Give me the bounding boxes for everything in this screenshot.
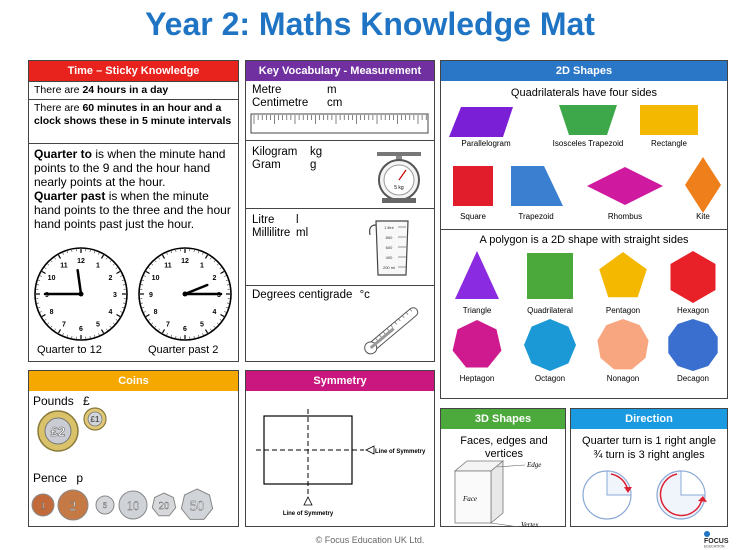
shape-label: Kite [696,212,710,221]
parallelogram-shape [449,107,513,137]
time-fact-minutes [29,99,238,143]
heptagon-shape [453,320,502,368]
clock-number: 7 [62,321,66,329]
turn-diagrams [571,465,727,527]
fact-text: There are [34,102,83,114]
vocab-unit: ml [296,227,309,239]
pence-label [33,471,83,485]
vocab-unit: kg [310,146,323,158]
pounds-label [33,394,90,408]
vocab-length [252,84,342,110]
clock-number: 3 [113,292,117,299]
clock-number: 4 [212,309,217,316]
shapes2d-panel [440,60,728,399]
clocks [29,246,238,346]
clock-number: 9 [149,292,153,299]
face-label: Face [463,495,477,503]
pentagon-shape [599,252,647,297]
pence-coin-1 [32,494,54,516]
clock-number: 12 [77,258,85,265]
shape-label: Square [460,212,486,221]
footer-copyright: © Focus Education UK Ltd. [315,535,425,545]
coins-panel [28,370,239,527]
shape-label: Quadrilateral [527,306,573,315]
poly-heading: A polygon is a 2D shape with straight sides [479,234,689,246]
logo-icon [702,530,736,548]
symmetry-label-bottom: Line of Symmetry [282,511,334,517]
edge-label: Edge [527,461,542,469]
symmetry-diagram [246,391,434,526]
time-panel [28,60,239,362]
shape-label: Rhombus [607,212,643,221]
shape-label: Pentagon [605,306,641,315]
isosceles-trapezoid-shape [559,105,617,135]
clock-number: 3 [217,292,221,299]
clock-number: 7 [166,321,170,329]
pounds-word: Pounds [33,394,74,408]
page-title: Year 2: Maths Knowledge Mat [145,6,595,42]
polygons [441,247,727,387]
shape-label: Decagon [676,374,710,383]
clock-left-label: Quarter to 12 [37,344,102,356]
clock-number: 5 [96,321,100,329]
pence-coin-10 [119,491,147,519]
time-header: Time – Sticky Knowledge [29,61,238,81]
clock-number: 6 [183,326,187,333]
shapes3d-header: 3D Shapes [441,409,565,429]
pence-symbol: p [76,471,84,485]
shape-label: Nonagon [606,374,640,383]
shape-label: Triangle [462,306,492,315]
clock-number: 9 [45,292,49,299]
clock-number: 10 [151,275,160,282]
pence-coin-value: 1 [40,500,46,512]
thermometer-icon [354,299,434,359]
shape-label: Octagon [534,374,566,383]
focus-logo [702,530,736,548]
pence-coin-2 [58,490,88,520]
quarter-past-text: is when the minute hand points to the three and the hour hand points past just the hour. [34,189,231,231]
vocab-temperature [252,289,370,301]
cube-diagram [441,457,565,527]
square-shape [453,166,493,206]
scales-label: 5 kg [394,185,404,191]
time-fact-hours [29,81,238,99]
rectangle-shape [640,105,698,135]
jug-mark: 800 [385,235,393,240]
vocab-capacity [252,214,308,240]
clock-quarter-to-12 [35,248,127,340]
shape-label: Hexagon [676,306,710,315]
clock-number: 6 [79,326,83,333]
vocab-unit: l [296,214,299,226]
octagon-shape [524,319,576,371]
vocab-header: Key Vocabulary - Measurement [246,61,434,81]
clock-quarter-past-2 [139,248,231,340]
pounds-symbol: £ [83,394,90,408]
vocab-unit: g [310,159,317,171]
vocab-word: Kilogram [252,146,298,158]
pence-coin-5 [96,496,114,514]
symmetry-panel [245,370,435,527]
scales-icon [374,144,424,204]
shape-label: Trapezoid [518,212,554,221]
pence-coin-value: 2 [69,498,77,514]
clock-number: 1 [96,262,100,270]
pence-coin-value: 10 [126,498,140,513]
svg-text:FOCUS: FOCUS [704,538,729,545]
direction-line1: Quarter turn is 1 right angle [582,435,716,447]
ruler-icon [250,113,430,135]
vocab-word: Litre [252,214,275,226]
direction-line2: ¾ turn is 3 right angles [593,449,705,461]
pence-coin-value: 5 [102,501,108,511]
rhombus-shape [587,167,663,205]
shape-label: Isosceles Trapezoid [552,139,624,148]
vocab-word: Degrees centigrade [252,289,353,301]
fact-bold: 60 minutes in an hour and a clock shows these in 5 minute intervals [34,102,232,127]
clock-number: 8 [49,309,54,316]
vocab-unit: °c [359,289,370,301]
nonagon-shape [597,319,648,369]
pence-coin-20 [152,493,175,516]
shape-label: Heptagon [459,374,495,383]
pence-coin-value: 50 [189,498,205,515]
pound-coins [35,407,125,457]
pence-word: Pence [33,471,68,485]
clock-number: 11 [60,262,68,270]
shapes3d-text: Faces, edges and vertices [460,435,548,460]
coins-header: Coins [29,371,238,391]
clock-number: 12 [181,258,189,265]
clock-number: 2 [108,275,113,282]
shape-label: Parallelogram [461,139,511,148]
pence-coin-value: 20 [158,500,170,513]
clock-number: 2 [212,275,217,282]
kite-shape [685,157,721,213]
quad-heading: Quadrilaterals have four sides [510,87,658,99]
vertex-label: Vertex [521,521,539,527]
vocab-unit: m [327,84,337,96]
fact-bold: 24 hours in a day [82,84,169,96]
hexagon-shape [671,251,716,303]
shapes3d-panel [440,408,566,527]
symmetry-label-right: Line of Symmetry [375,449,426,455]
trapezoid-shape [511,166,563,206]
decagon-shape [668,319,717,371]
quarter-to-bold: Quarter to [34,147,93,161]
measuring-jug-icon [368,215,418,279]
coin-1-pound: £1 [90,415,100,424]
quarter-past-bold: Quarter past [34,189,106,203]
symmetry-header: Symmetry [246,371,434,391]
svg-text:EDUCATION: EDUCATION [704,544,725,548]
clock-number: 8 [153,309,158,316]
clock-number: 5 [200,321,204,329]
clock-number: 1 [200,262,204,270]
vocab-word: Centimetre [252,97,309,109]
direction-panel [570,408,728,527]
clock-right-label: Quarter past 2 [148,344,219,356]
jug-mark: 200 ml [382,265,396,270]
shapes2d-header: 2D Shapes [441,61,727,81]
jug-mark: 400 [385,255,393,260]
vocab-unit: cm [327,97,343,109]
vocab-panel [245,60,435,362]
clock-number: 4 [108,309,113,316]
quadrilateral-shape [527,253,573,299]
quarter-to-text: is when the minute hand points to the 9 and the hour hand nearly points at the hour. [34,147,226,189]
clock-number: 11 [164,262,172,270]
fact-text: There are [34,84,83,96]
vocab-word: Millilitre [252,227,291,239]
vocab-mass [252,146,322,172]
shape-label: Rectangle [650,139,688,148]
jug-mark: 1 litre [384,225,394,230]
vocab-word: Gram [252,159,281,171]
clock-number: 10 [47,275,56,282]
jug-mark: 600 [385,245,393,250]
pence-coins [29,485,238,525]
coin-2-pound: £2 [50,424,66,439]
pence-coin-50 [181,489,212,519]
direction-header: Direction [571,409,727,429]
vocab-word: Metre [252,84,282,96]
triangle-shape [455,251,499,299]
